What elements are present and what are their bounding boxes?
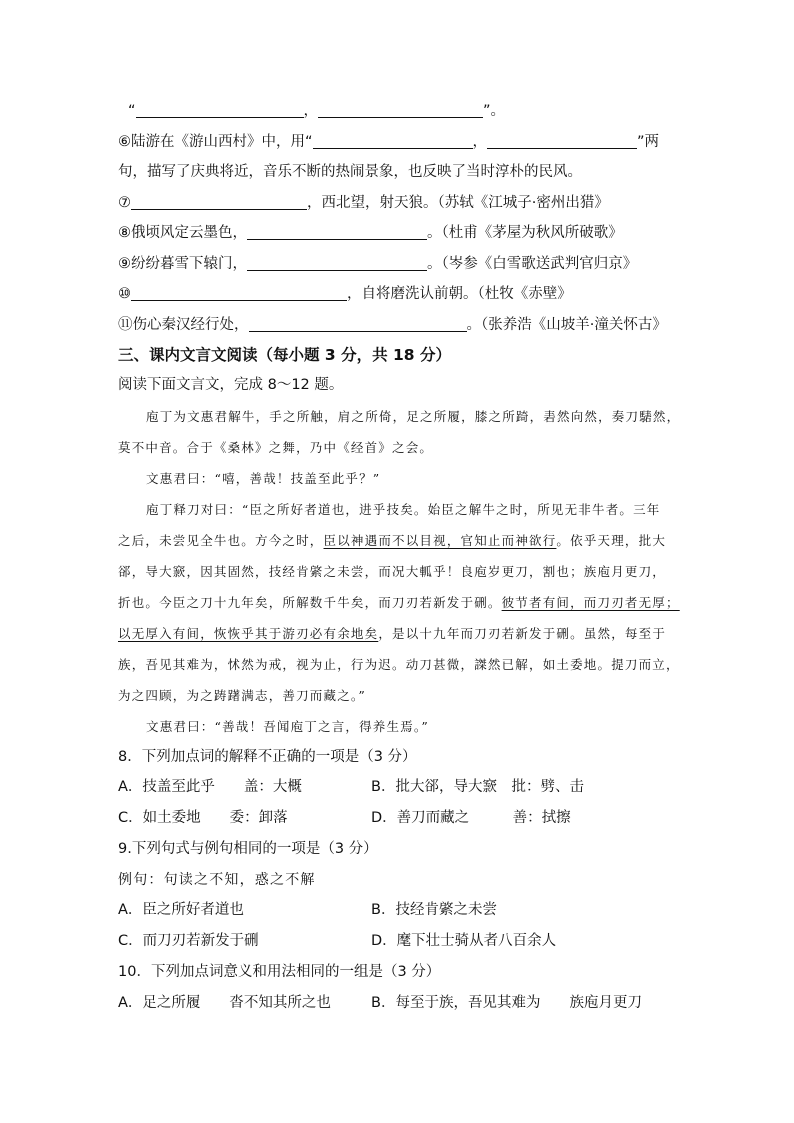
fill-question-11: ⑪伤心秦汉经行处， 。（张养浩《山坡羊·潼关怀古》	[118, 310, 678, 341]
underlined-sentence: 臣以神遇而不以目视，官知止而神欲行	[323, 532, 557, 548]
question-9-stem: 9.下列句式与例句相同的一项是（3 分）	[118, 841, 378, 857]
passage-line: 以无厚入有间，恢恢乎其于游刃必有余地矣，是以十九年而刀刃若新发于硎。虽然，每至于	[118, 625, 667, 641]
option-b[interactable]: B．批大郤，导大窾 批：劈、击	[371, 779, 584, 795]
question-9-options-row	[118, 895, 678, 926]
option-b[interactable]: B．技经肯綮之未尝	[371, 902, 497, 918]
option-d[interactable]: D．善刀而藏之 善：拭擦	[371, 810, 571, 826]
question-8-options-row	[118, 803, 678, 834]
exam-page	[118, 96, 681, 1019]
option-a[interactable]: A．技盖至此乎 盖：大概	[118, 779, 302, 795]
passage-line: 之后，未尝见全牛也。方今之时，臣以神遇而不以目视，官知止而神欲行。依乎天理，批大	[118, 532, 667, 548]
passage-line: 族，吾见其难为，怵然为戒，视为止，行为迟。动刀甚微，謋然已解，如土委地。提刀而立，	[118, 656, 680, 672]
question-8-options-row	[118, 772, 678, 803]
fill-question-8: ⑧俄顷风定云墨色， 。（杜甫《茅屋为秋风所破歌》	[118, 218, 678, 249]
answer-blank[interactable]	[131, 191, 307, 210]
question-9-options-row	[118, 926, 678, 957]
fill-question-6: ⑥陆游在《游山西村》中，用“ ， ”两	[118, 127, 678, 158]
option-a[interactable]: A．足之所履 沓不知其所之也	[118, 994, 331, 1011]
option-b[interactable]: B．每至于族，吾见其难为 族庖月更刀	[371, 994, 642, 1011]
answer-blank[interactable]	[247, 221, 427, 240]
question-10-options-row	[118, 988, 678, 1019]
underlined-sentence: 彼节者有间，而刀刃者无厚；	[501, 594, 680, 610]
answer-blank[interactable]	[487, 130, 637, 149]
passage-line: 庖丁为文惠君解牛，手之所触，肩之所倚，足之所履，膝之所踦，砉然向然，奏刀騞然，	[146, 408, 681, 424]
question-9-example: 例句：句读之不知，惑之不解	[118, 871, 316, 888]
question-10-stem: 10．下列加点词意义和用法相同的一组是（3 分）	[118, 964, 441, 980]
option-c[interactable]: C．如土委地 委：卸落	[118, 810, 288, 826]
section-heading: 三、课内文言文阅读（每小题 3 分，共 18 分）	[118, 346, 451, 364]
passage-line: 为之四顾，为之踌躇满志，善刀而藏之。”	[118, 687, 366, 703]
fill-line-continuation: “ ， ”。	[118, 96, 678, 127]
passage-line: 庖丁释刀对曰：“臣之所好者道也，进乎技矣。始臣之解牛之时，所见无非牛者。三年	[146, 501, 661, 517]
fill-question-10: ⑩ ，自将磨洗认前朝。（杜牧《赤壁》	[118, 279, 678, 310]
option-c[interactable]: C．而刀刃若新发于硎	[118, 933, 259, 949]
question-8-stem: 8．下列加点词的解释不正确的一项是（3 分）	[118, 748, 417, 765]
classical-passage	[118, 401, 681, 742]
passage-line: 文惠君曰：“嘻，善哉！技盖至此乎？”	[146, 470, 381, 486]
option-d[interactable]: D．麾下壮士骑从者八百余人	[371, 933, 557, 949]
answer-blank[interactable]	[136, 99, 304, 118]
quote-open: “	[128, 103, 136, 119]
answer-blank[interactable]	[249, 313, 467, 332]
answer-blank[interactable]	[313, 130, 473, 149]
section-instruction: 阅读下面文言文，完成 8～12 题。	[118, 377, 344, 393]
answer-blank[interactable]	[318, 99, 483, 118]
answer-blank[interactable]	[131, 282, 347, 301]
fill-question-9: ⑨纷纷暮雪下辕门， 。（岑参《白雪歌送武判官归京》	[118, 249, 678, 280]
fill-question-7: ⑦ ，西北望，射天狼。（苏轼《江城子·密州出猎》	[118, 188, 678, 219]
underlined-sentence: 以无厚入有间，恢恢乎其于游刃必有余地矣	[118, 625, 379, 641]
passage-line: 文惠君曰：“善哉！吾闻庖丁之言，得养生焉。”	[146, 718, 429, 734]
passage-line: 郤，导大窾，因其固然，技经肯綮之未尝，而况大軱乎！良庖岁更刀，割也；族庖月更刀，	[118, 563, 667, 579]
passage-line: 莫不中音。合于《桑林》之舞，乃中《经首》之会。	[118, 439, 434, 455]
option-a[interactable]: A．臣之所好者道也	[118, 902, 244, 918]
answer-blank[interactable]	[247, 252, 427, 271]
fill-question-6-cont: 句，描写了庆典将近，音乐不断的热闹景象，也反映了当时淳朴的民风。	[118, 164, 582, 180]
passage-line: 折也。今臣之刀十九年矣，所解数千牛矣，而刀刃若新发于硎。彼节者有间，而刀刃者无厚；	[118, 594, 680, 610]
